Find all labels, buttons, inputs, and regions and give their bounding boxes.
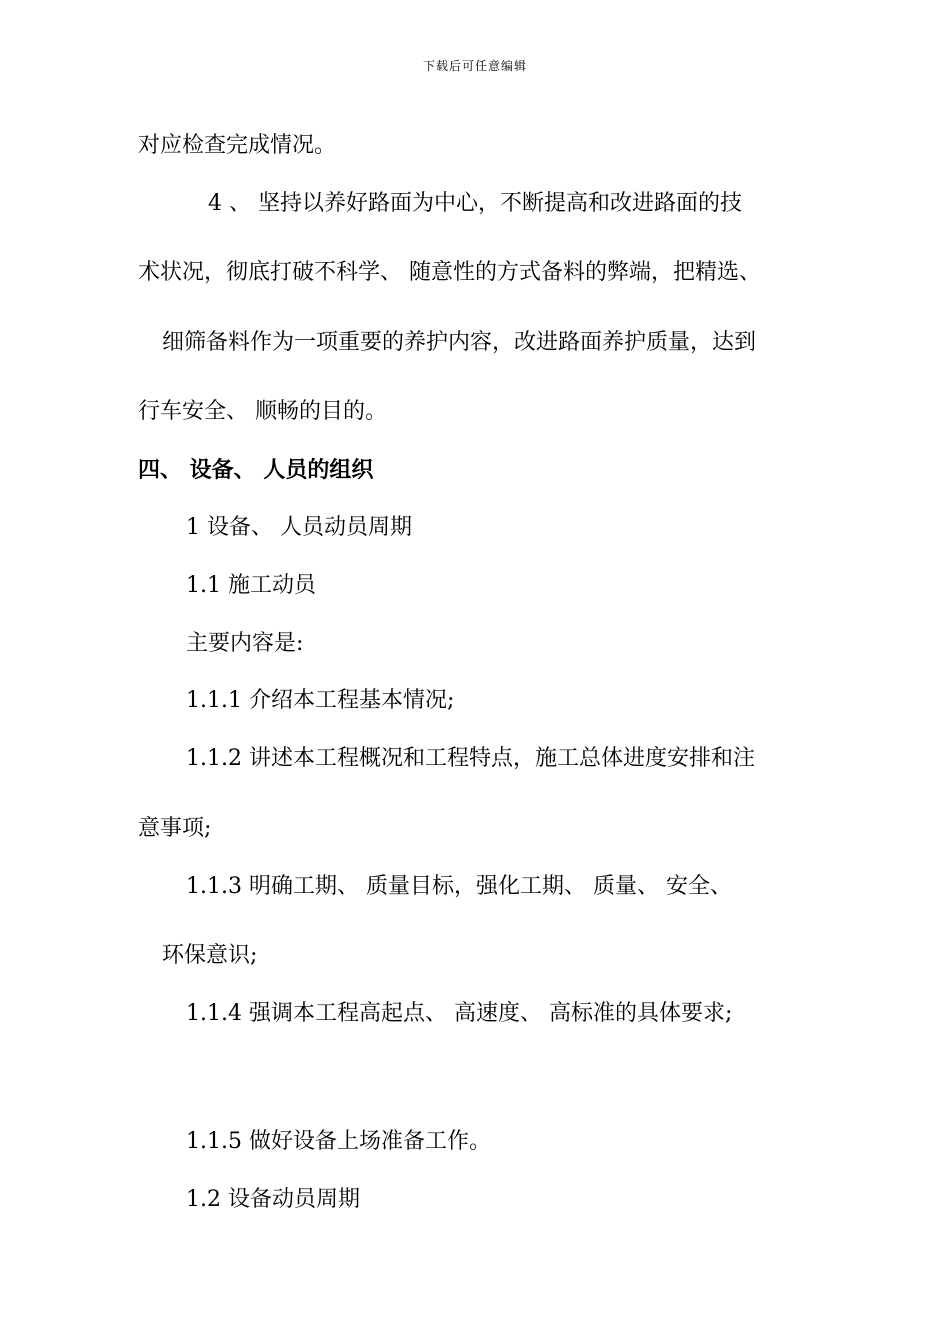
list-item: 1.1.3 明确工期、 质量目标，强化工期、 质量、 安全、 (186, 874, 732, 899)
list-item: 1.1.5 做好设备上场准备工作。 (186, 1129, 491, 1154)
list-item: 1.1.1 介绍本工程基本情况; (186, 688, 455, 713)
paragraph-line: 术状况，彻底打破不科学、 随意性的方式备料的弊端，把精选、 (138, 260, 761, 285)
subsection-heading: 1.2 设备动员周期 (186, 1187, 360, 1212)
list-item-continuation: 意事项; (138, 816, 212, 841)
paragraph-line: 对应检查完成情况。 (138, 133, 337, 158)
list-item: 1.1.2 讲述本工程概况和工程特点，施工总体进度安排和注 (186, 746, 755, 771)
list-item: 1.1.4 强调本工程高起点、 高速度、 高标准的具体要求; (186, 1001, 733, 1026)
paragraph-line: 主要内容是: (186, 631, 304, 656)
paragraph-line: 行车安全、 顺畅的目的。 (138, 399, 387, 424)
subsection-heading: 1 设备、 人员动员周期 (186, 515, 412, 540)
paragraph-line: 细筛备料作为一项重要的养护内容，改进路面养护质量，达到 (162, 330, 757, 355)
list-item-continuation: 环保意识; (162, 943, 258, 968)
section-heading: 四、 设备、 人员的组织 (138, 458, 374, 483)
paragraph-line: 4 、 坚持以养好路面为中心，不断提高和改进路面的技 (208, 191, 742, 216)
subsection-heading: 1.1 施工动员 (186, 573, 316, 598)
page-header: 下载后可任意编辑 (422, 59, 527, 73)
